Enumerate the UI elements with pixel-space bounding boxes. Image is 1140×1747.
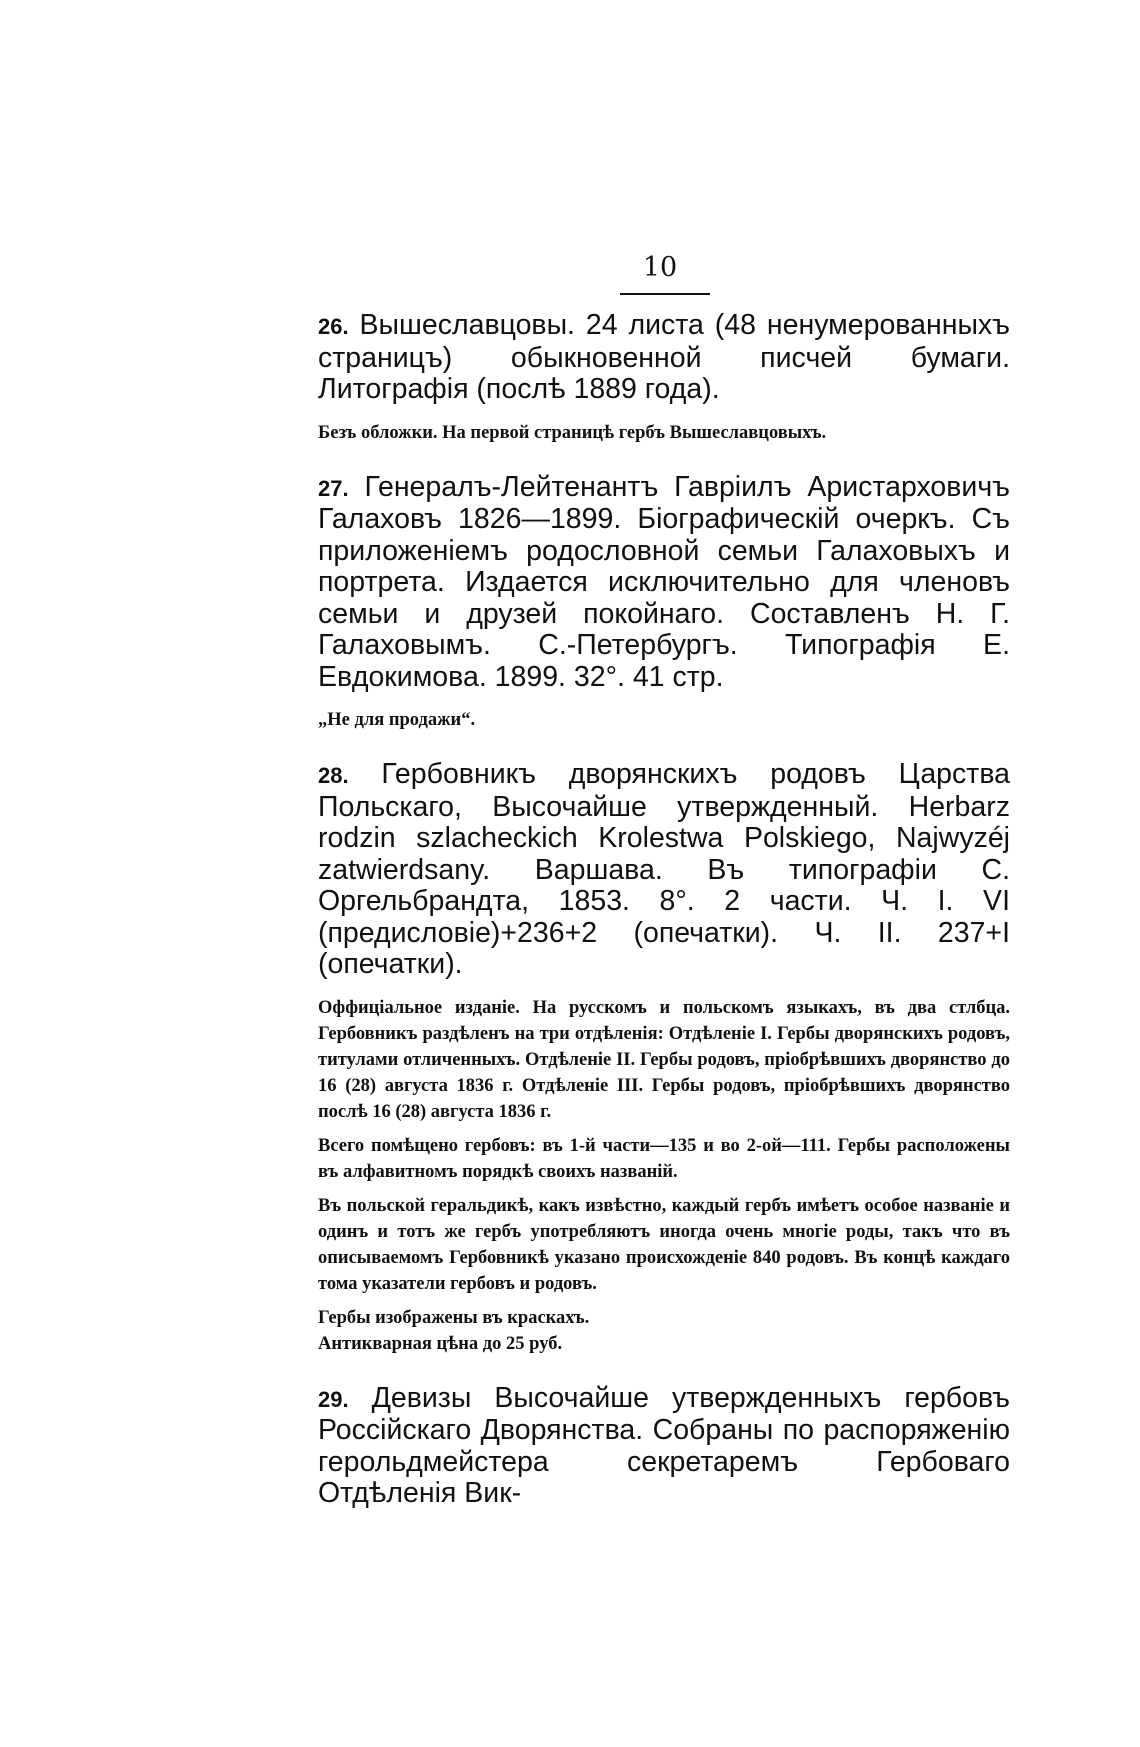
entry-description: Вышеславцовы. 24 листа (48 ненумерованныхъ страницъ) обыкновенной писчей бумаги. Литографія (послѣ 1889 года). bbox=[318, 309, 1010, 405]
entry-note: Гербы изображены въ краскахъ. bbox=[318, 1307, 590, 1328]
entry-number: 27. bbox=[318, 475, 349, 501]
entry-number: 28. bbox=[318, 763, 349, 788]
entry-26 bbox=[318, 310, 1010, 446]
entry-note: Безъ обложки. На первой страницѣ гербъ Вышеславцовыхъ. bbox=[318, 422, 827, 443]
entry-text bbox=[318, 472, 1010, 694]
entry-note: Въ польской геральдикѣ, какъ извѣстно, каждый гербъ имѣетъ особое названіе и одинъ и тотъ же гербъ употребляютъ иногда очень многіе роды, такъ что въ описываемомъ Гербовникѣ указано происхожденіе 840 родовъ. Въ концѣ каждаго тома указатели гербовъ и родовъ. bbox=[318, 1195, 1010, 1294]
entry-28 bbox=[318, 759, 1010, 1357]
entry-note: „Не для продажи“. bbox=[318, 710, 476, 730]
entry-27 bbox=[318, 472, 1010, 734]
entry-text bbox=[318, 1383, 1010, 1510]
entry-note: Всего помѣщено гербовъ: въ 1-й части—135 и во 2-ой—111. Гербы расположены въ алфавитномъ порядкѣ своихъ названій. bbox=[318, 1135, 1010, 1182]
page-body bbox=[318, 310, 1010, 1510]
entry-text bbox=[318, 759, 1010, 981]
entry-description: Девизы Высочайше утвержденныхъ гербовъ Россійскаго Дворянства. Собраны по распоряженію герольдмейстера секретаремъ Гербоваго Отдѣленія Вик- bbox=[318, 1381, 1010, 1509]
entry-description: Генералъ-Лейтенантъ Гавріилъ Аристарховичъ Галаховъ 1826—1899. Біографическій очеркъ. Съ приложеніемъ родословной семьи Галаховыхъ и портрета. Издается исключительно для членовъ семьи и друзей покойнаго. Составленъ Н. Г. Галаховымъ. С.-Петербургъ. Типографія Е. Евдокимова. 1899. 32°. 41 стр. bbox=[318, 470, 1010, 693]
entry-note: Антикварная цѣна до 25 руб. bbox=[318, 1333, 563, 1354]
page-number: 10 bbox=[642, 252, 678, 283]
entry-number: 29. bbox=[318, 1386, 349, 1412]
entry-number: 26. bbox=[318, 314, 349, 339]
entry-29 bbox=[318, 1383, 1010, 1510]
header-rule bbox=[620, 293, 710, 295]
entry-text bbox=[318, 310, 1010, 406]
entry-description: Гербовникъ дворянскихъ родовъ Царства Польскаго, Высочайше утвержденный. Herbarz rodzin szlacheckich Krolestwa Polskiego, Najwyzéj zatwierdsany. Варшава. Въ типографіи С. Оргельбрандта, 1853. 8°. 2 части. Ч. I. VI (предисловіе)+236+2 (опечатки). Ч. II. 237+I (опечатки). bbox=[318, 758, 1010, 980]
entry-note: Оффиціальное изданіе. На русскомъ и польскомъ языкахъ, въ два стлбца. Гербовникъ раздѣленъ на три отдѣленія: Отдѣленіе I. Гербы дворянскихъ родовъ, титулами отличенныхъ. Отдѣленіе II. Гербы родовъ, пріобрѣвшихъ дворянство до 16 (28) августа 1836 г. Отдѣленіе III. Гербы родовъ, пріобрѣвшихъ дворянство послѣ 16 (28) августа 1836 г. bbox=[318, 997, 1010, 1122]
